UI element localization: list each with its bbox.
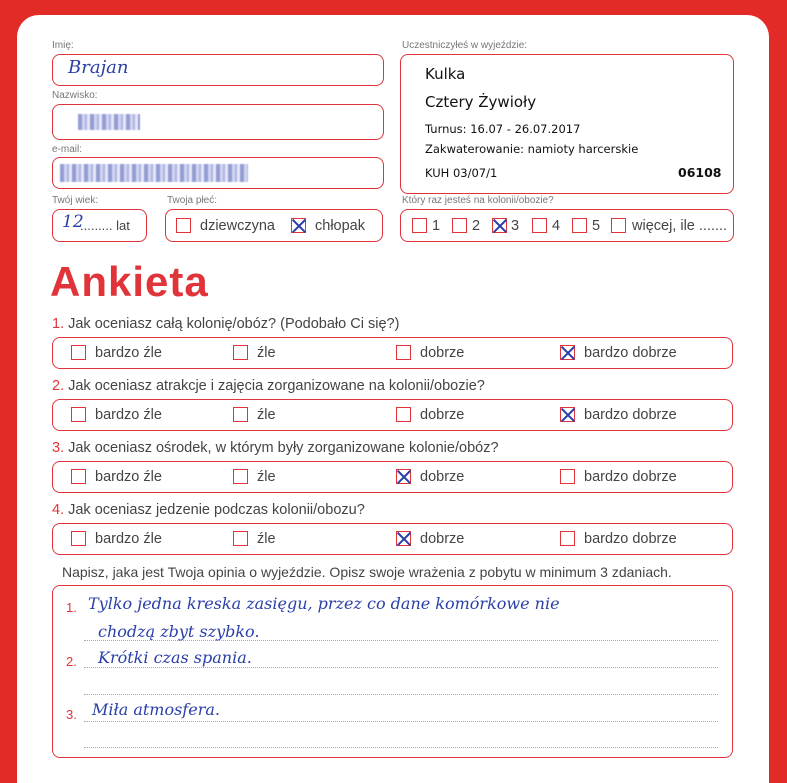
q4-bardzo-zle-checkbox[interactable] — [71, 531, 86, 546]
question-1-text: Jak oceniasz całą kolonię/obóz? (Podobało Ci się?) — [64, 316, 400, 332]
question-2-number: 2. — [52, 378, 65, 394]
opinion-rule-4 — [84, 721, 718, 722]
answer-3-line1: Miła atmosfera. — [92, 700, 220, 719]
question-3-number: 3. — [52, 440, 65, 456]
times-label: Który raz jesteś na kolonii/obozie? — [402, 195, 554, 206]
surname-label: Nazwisko: — [52, 90, 98, 101]
email-label: e-mail: — [52, 144, 83, 155]
age-suffix: ......... lat — [80, 218, 130, 233]
q1-bardzo-zle-label: bardzo źle — [95, 345, 162, 361]
q4-dobrze-checkbox[interactable] — [396, 531, 411, 546]
question-3 — [52, 440, 499, 456]
answer-1-line1: Tylko jedna kreska zasięgu, przez co dane komórkowe nie — [88, 594, 560, 613]
q3-dobrze-checkbox[interactable] — [396, 469, 411, 484]
q1-bardzo-dobrze-label: bardzo dobrze — [584, 345, 677, 361]
q4-bardzo-zle-label: bardzo źle — [95, 531, 162, 547]
age-value: 12 — [62, 212, 84, 232]
opinion-prompt: Napisz, jaka jest Twoja opinia o wyjeździe. Opisz swoje wrażenia z pobytu w minimum 3 zdaniach. — [62, 564, 672, 580]
question-1-number: 1. — [52, 316, 65, 332]
q4-zle-checkbox[interactable] — [233, 531, 248, 546]
q2-bardzo-zle-label: bardzo źle — [95, 407, 162, 423]
q1-zle-checkbox[interactable] — [233, 345, 248, 360]
camp-accommodation: Zakwaterowanie: namioty harcerskie — [425, 142, 639, 156]
opinion-rule-3 — [84, 694, 718, 695]
camp-program: Cztery Żywioły — [425, 93, 537, 111]
gender-male-label: chłopak — [315, 218, 365, 234]
q2-zle-checkbox[interactable] — [233, 407, 248, 422]
times-1-checkbox[interactable] — [412, 218, 427, 233]
q3-bardzo-dobrze-label: bardzo dobrze — [584, 469, 677, 485]
q2-zle-label: źle — [257, 407, 276, 423]
q4-dobrze-label: dobrze — [420, 531, 465, 547]
question-2-text: Jak oceniasz atrakcje i zajęcia zorganizowane na kolonii/obozie? — [64, 378, 485, 394]
q2-bardzo-dobrze-label: bardzo dobrze — [584, 407, 677, 423]
times-4-label: 4 — [552, 218, 561, 234]
q3-zle-checkbox[interactable] — [233, 469, 248, 484]
times-5-label: 5 — [592, 218, 601, 234]
times-1-label: 1 — [432, 218, 441, 234]
q2-dobrze-label: dobrze — [420, 407, 465, 423]
gender-male-checkbox[interactable] — [291, 218, 306, 233]
answer-3-number: 3. — [66, 707, 77, 722]
survey-title: Ankieta — [50, 258, 209, 305]
camp-turnus: Turnus: 16.07 - 26.07.2017 — [425, 122, 581, 136]
q2-dobrze-checkbox[interactable] — [396, 407, 411, 422]
times-more-checkbox[interactable] — [611, 218, 626, 233]
q4-zle-label: źle — [257, 531, 276, 547]
times-more-label: więcej, ile ....... — [632, 218, 728, 234]
gender-label: Twoja płeć: — [167, 195, 218, 206]
question-4-text: Jak oceniasz jedzenie podczas kolonii/obozu? — [64, 502, 365, 518]
question-4-number: 4. — [52, 502, 65, 518]
answer-2-number: 2. — [66, 654, 77, 669]
q1-zle-label: źle — [257, 345, 276, 361]
q1-dobrze-label: dobrze — [420, 345, 465, 361]
times-4-checkbox[interactable] — [532, 218, 547, 233]
q1-bardzo-zle-checkbox[interactable] — [71, 345, 86, 360]
q2-bardzo-dobrze-checkbox[interactable] — [560, 407, 575, 422]
opinion-rule-5 — [84, 747, 718, 748]
q3-bardzo-dobrze-checkbox[interactable] — [560, 469, 575, 484]
q4-bardzo-dobrze-checkbox[interactable] — [560, 531, 575, 546]
age-label: Twój wiek: — [52, 195, 99, 206]
q1-bardzo-dobrze-checkbox[interactable] — [560, 345, 575, 360]
opinion-rule-2 — [84, 667, 718, 668]
question-3-text: Jak oceniasz ośrodek, w którym były zorganizowane kolonie/obóz? — [64, 440, 499, 456]
surname-redacted — [78, 114, 140, 130]
question-4 — [52, 502, 365, 518]
camp-number: 06108 — [678, 165, 722, 180]
q2-bardzo-zle-checkbox[interactable] — [71, 407, 86, 422]
times-3-checkbox[interactable] — [492, 218, 507, 233]
answer-2-line1: Krótki czas spania. — [98, 648, 252, 667]
answer-1-number: 1. — [66, 600, 77, 615]
email-redacted — [60, 164, 248, 182]
times-2-checkbox[interactable] — [452, 218, 467, 233]
name-label: Imię: — [52, 40, 74, 51]
q3-zle-label: źle — [257, 469, 276, 485]
question-2 — [52, 378, 485, 394]
camp-code: KUH 03/07/1 — [425, 166, 498, 180]
q4-bardzo-dobrze-label: bardzo dobrze — [584, 531, 677, 547]
times-5-checkbox[interactable] — [572, 218, 587, 233]
q3-bardzo-zle-checkbox[interactable] — [71, 469, 86, 484]
name-value: Brajan — [68, 57, 129, 78]
times-3-label: 3 — [511, 218, 520, 234]
q1-dobrze-checkbox[interactable] — [396, 345, 411, 360]
q3-dobrze-label: dobrze — [420, 469, 465, 485]
times-2-label: 2 — [472, 218, 481, 234]
gender-female-checkbox[interactable] — [176, 218, 191, 233]
answer-1-line2: chodzą zbyt szybko. — [98, 622, 260, 641]
question-1 — [52, 316, 399, 332]
participated-label: Uczestniczyłeś w wyjeździe: — [402, 40, 528, 51]
camp-name: Kulka — [425, 65, 466, 83]
gender-female-label: dziewczyna — [200, 218, 275, 234]
q3-bardzo-zle-label: bardzo źle — [95, 469, 162, 485]
